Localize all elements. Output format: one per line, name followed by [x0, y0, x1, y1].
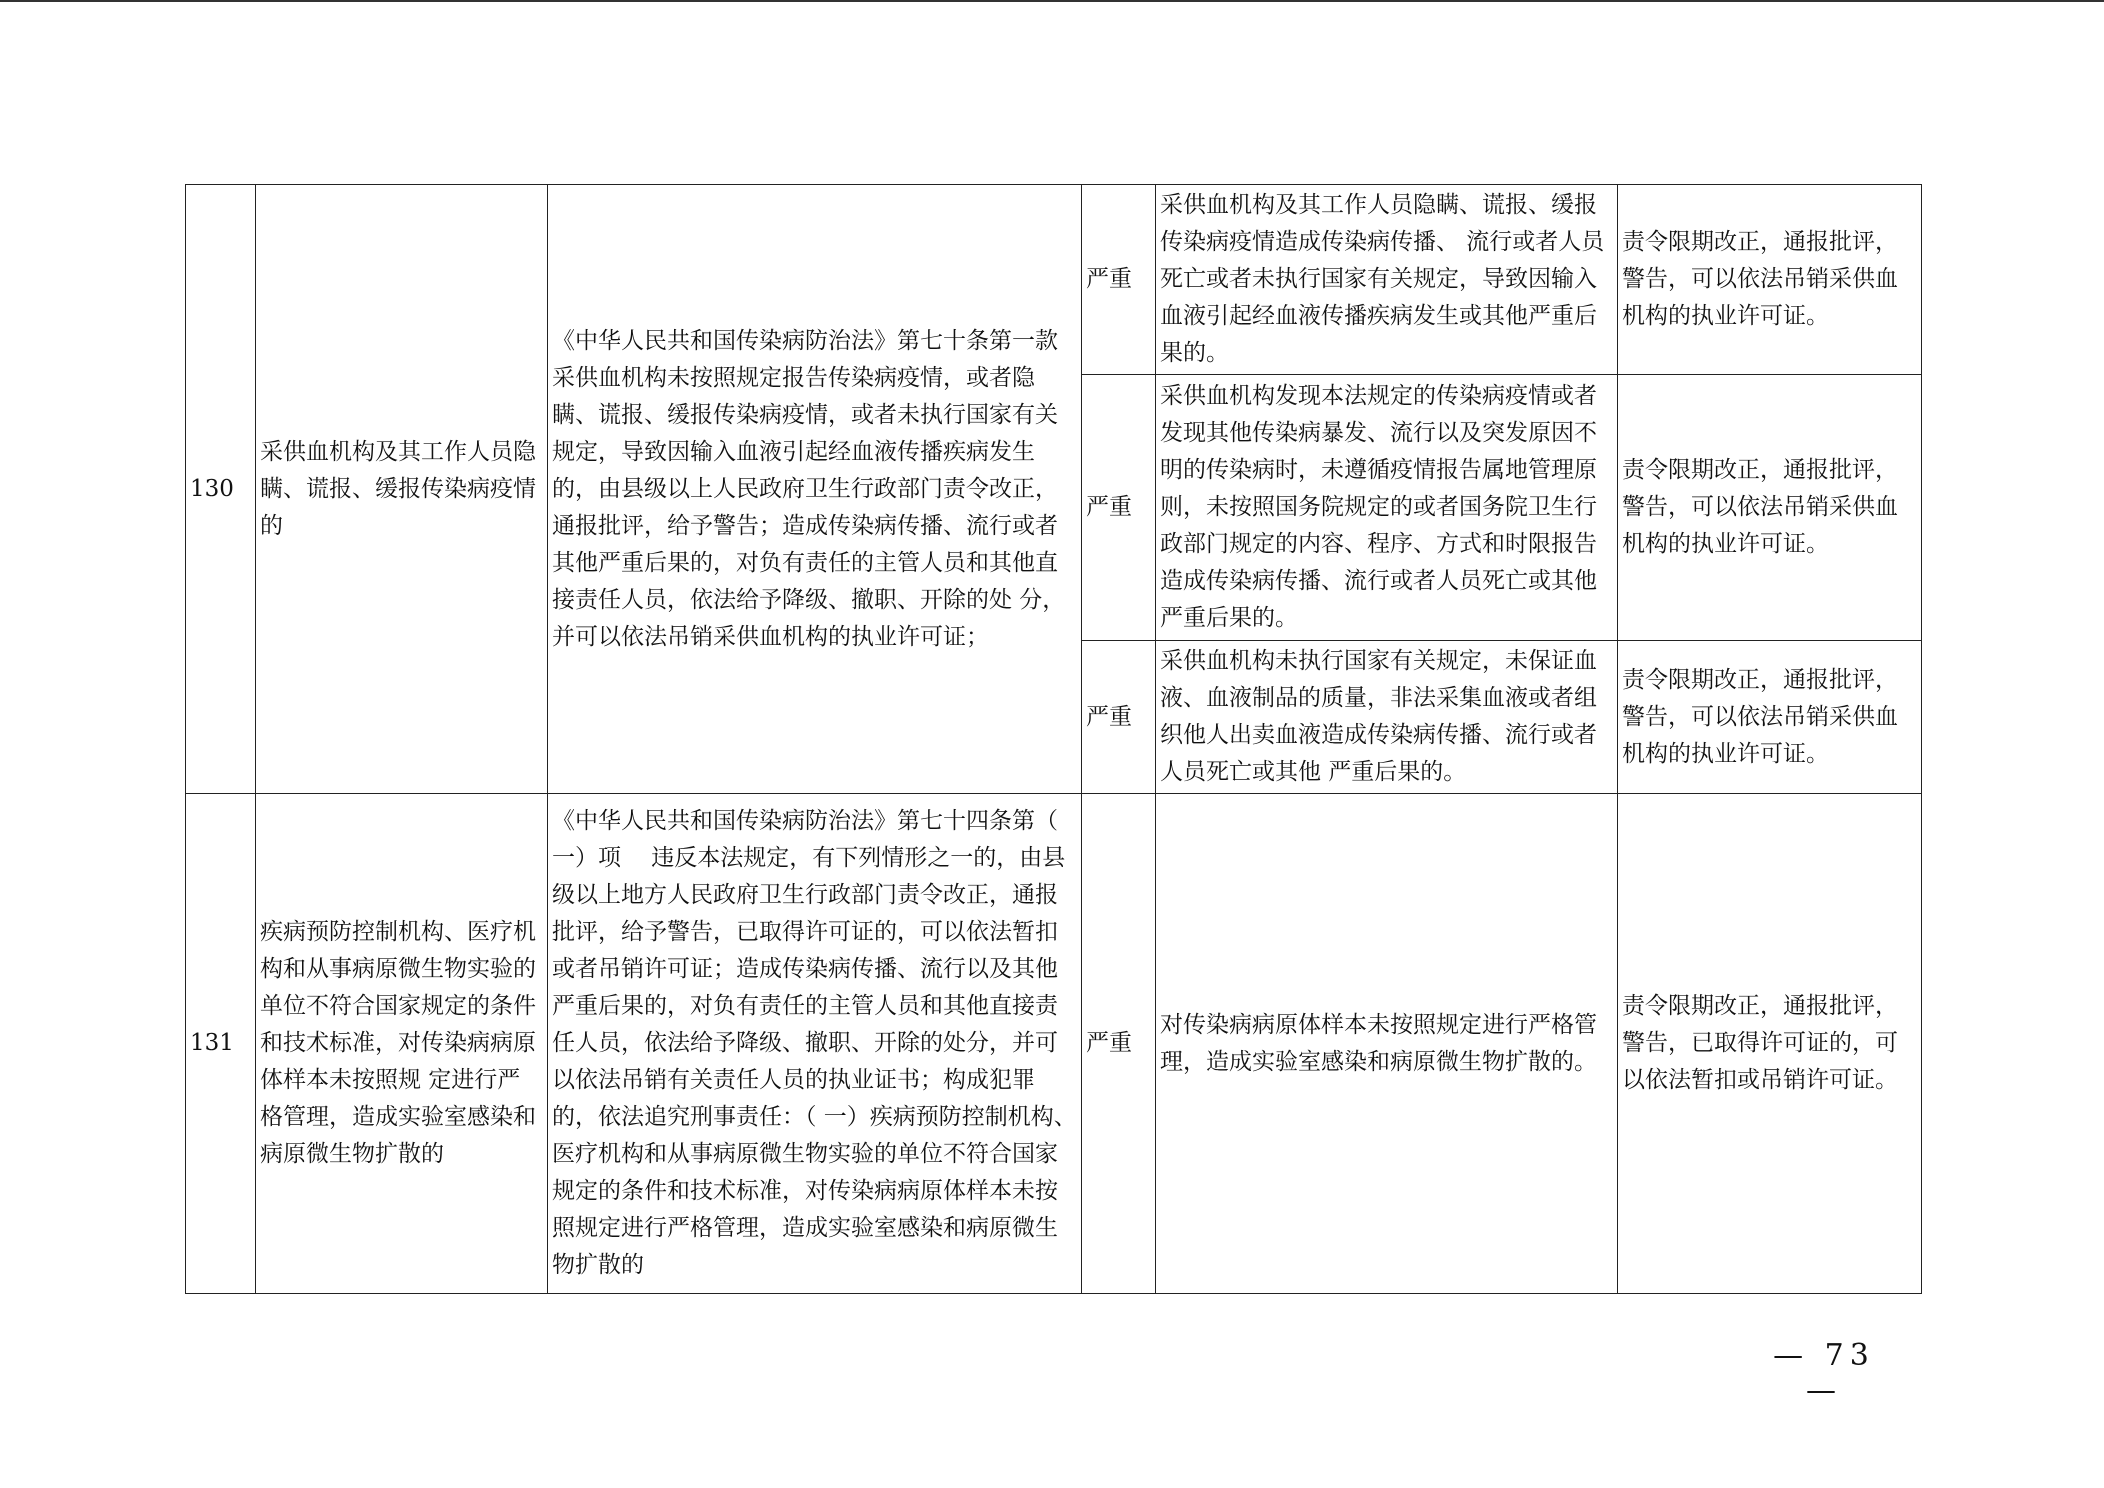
severity-cell: 严重 [1082, 375, 1156, 641]
severity-cell: 严重 [1082, 185, 1156, 375]
violation-matter-cell: 采供血机构及其工作人员隐瞒、谎报、缓报传染病疫情的 [256, 185, 548, 794]
circumstance-cell: 采供血机构未执行国家有关规定，未保证血液、血液制品的质量，非法采集血液或者组织他人出卖血液造成传染病传播、流行或者人员死亡或其他 严重后果的。 [1156, 641, 1618, 794]
severity-cell: 严重 [1082, 641, 1156, 794]
table-row-131 [186, 794, 1922, 1294]
page-number: — 73 — [1773, 1338, 1875, 1408]
penalty-cell: 责令限期改正，通报批评，警告，可以依法吊销采供血机构的执业许可证。 [1618, 641, 1922, 794]
legal-basis-cell: 《中华人民共和国传染病防治法》第七十四条第（ 一）项 违反本法规定，有下列情形之一的，由县级以上地方人民政府卫生行政部门责令改正，通报批评，给予警告，已取得许可证的，可以依法暂扣或者吊销许可证；造成传染病传播、流行以及其他严重后果的，对负有责任的主管人员和其他直接责任人员，依法给予降级、撤职、开除的处分，并可以依法吊销有关责任人员的执业证书；构成犯罪的，依法追究刑事责任：（ 一）疾病预防控制机构、医疗机构和从事病原微生物实验的单位不符合国家规定的条件和技术标准，对传染病病原体样本未按照规定进行严格管理，造成实验室感染和病原微生物扩散的 [548, 794, 1082, 1294]
severity-cell: 严重 [1082, 794, 1156, 1294]
row-number: 130 [186, 185, 256, 794]
penalty-cell: 责令限期改正，通报批评，警告，可以依法吊销采供血机构的执业许可证。 [1618, 185, 1922, 375]
violation-matter-cell: 疾病预防控制机构、医疗机构和从事病原微生物实验的单位不符合国家规定的条件和技术标准，对传染病病原体样本未按照规 定进行严格管理，造成实验室感染和病原微生物扩散的 [256, 794, 548, 1294]
circumstance-cell: 采供血机构及其工作人员隐瞒、谎报、缓报传染病疫情造成传染病传播、 流行或者人员死亡或者未执行国家有关规定，导致因输入血液引起经血液传播疾病发生或其他严重后果的。 [1156, 185, 1618, 375]
penalty-cell: 责令限期改正，通报批评，警告，已取得许可证的，可以依法暂扣或吊销许可证。 [1618, 794, 1922, 1294]
circumstance-cell: 采供血机构发现本法规定的传染病疫情或者发现其他传染病暴发、流行以及突发原因不明的传染病时，未遵循疫情报告属地管理原则，未按照国务院规定的或者国务院卫生行政部门规定的内容、程序、方式和时限报告造成传染病传播、流行或者人员死亡或其他严重后果的。 [1156, 375, 1618, 641]
penalty-standard-table [185, 184, 1922, 1294]
table-row-130-item-1 [186, 185, 1922, 375]
circumstance-cell: 对传染病病原体样本未按照规定进行严格管理，造成实验室感染和病原微生物扩散的。 [1156, 794, 1618, 1294]
row-number: 131 [186, 794, 256, 1294]
legal-basis-cell: 《中华人民共和国传染病防治法》第七十条第一款 采供血机构未按照规定报告传染病疫情，或者隐瞒、谎报、缓报传染病疫情，或者未执行国家有关规定，导致因输入血液引起经血液传播疾病发生的，由县级以上人民政府卫生行政部门责令改正，通报批评，给予警告；造成传染病传播、流行或者其他严重后果的，对负有责任的主管人员和其他直接责任人员，依法给予降级、撤职、开除的处 分，并可以依法吊销采供血机构的执业许可证； [548, 185, 1082, 794]
penalty-cell: 责令限期改正，通报批评，警告，可以依法吊销采供血机构的执业许可证。 [1618, 375, 1922, 641]
page-top-rule [0, 0, 2104, 2]
